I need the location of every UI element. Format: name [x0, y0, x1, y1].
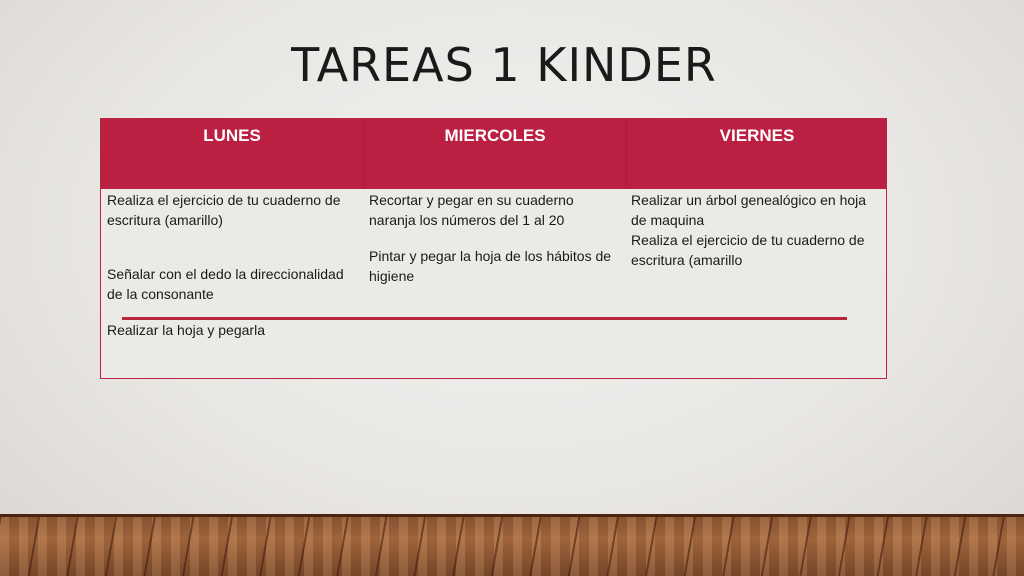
wood-floor [0, 514, 1024, 576]
task-text: Realizar la hoja y pegarla [107, 322, 265, 338]
task-text: Realiza el ejercicio de tu cuaderno de escritura (amarillo) [107, 192, 341, 228]
task-text: Pintar y pegar la hoja de los hábitos de higiene [369, 248, 612, 284]
task-text: Realizar un árbol genealógico en hoja de maquina [631, 192, 867, 228]
header-miercoles: MIERCOLES [444, 126, 546, 145]
header-lunes: LUNES [203, 126, 261, 145]
cell-viernes [631, 190, 885, 270]
header-viernes: VIERNES [719, 126, 795, 145]
task-text: Realiza el ejercicio de tu cuaderno de escritura (amarillo [631, 232, 865, 268]
task-text: Recortar y pegar en su cuaderno naranja los números del 1 al 20 [369, 192, 574, 228]
table-header-row [101, 119, 886, 189]
slide-title: TAREAS 1 KINDER [291, 38, 717, 92]
homework-table [100, 118, 887, 379]
task-text: Señalar con el dedo la direccionalidad de la consonante [107, 266, 344, 302]
cell-miercoles [369, 190, 619, 286]
accent-line [122, 317, 847, 320]
